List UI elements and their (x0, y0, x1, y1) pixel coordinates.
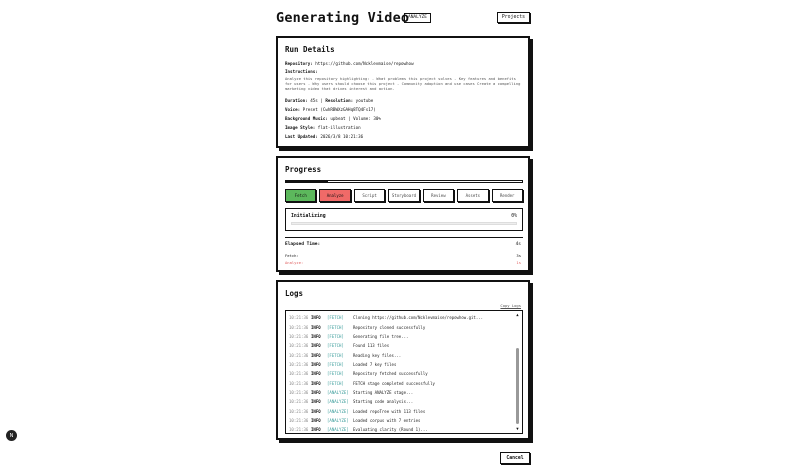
log-level: INFO (311, 362, 321, 368)
log-entry (289, 407, 425, 417)
log-level: INFO (311, 352, 321, 358)
last-updated-label: Last Updated: (285, 134, 318, 139)
step-assets: Assets (457, 189, 488, 202)
instructions-label (285, 69, 318, 74)
step-script: Script (354, 189, 385, 202)
volume-label: Volume: (353, 116, 371, 121)
log-entry (289, 388, 413, 398)
log-message: Repository cloned successfully (353, 324, 426, 330)
log-viewer[interactable] (285, 310, 523, 434)
duration-field (285, 98, 373, 103)
log-entry (289, 397, 413, 407)
last-updated-value: 2026/3/8 10:21:36 (320, 134, 364, 139)
log-entry (289, 313, 483, 323)
projects-button[interactable]: Projects (497, 12, 530, 23)
logs-card (276, 280, 530, 440)
music-field (285, 116, 381, 121)
log-message: Starting code analysis... (353, 399, 414, 405)
page-header (276, 8, 530, 30)
fetch-time-label: Fetch: (285, 253, 299, 258)
log-time: 10:21:36 (289, 371, 309, 377)
log-message: Loaded 7 key files (353, 362, 397, 368)
log-time: 10:21:36 (289, 408, 309, 414)
image-style-field (285, 125, 361, 130)
log-tag: [FETCH] (327, 324, 344, 330)
avatar[interactable]: N (6, 430, 17, 441)
log-time: 10:21:36 (289, 380, 309, 386)
log-time: 10:21:36 (289, 333, 309, 339)
log-tag: [ANALYZE] (327, 390, 349, 396)
log-entry (289, 360, 396, 370)
current-stage-track (291, 222, 517, 225)
elapsed-value: 4s (515, 242, 521, 247)
log-level: INFO (311, 390, 321, 396)
log-entry (289, 332, 408, 342)
current-stage-box (285, 208, 523, 231)
run-details-title: Run Details (285, 45, 335, 54)
log-entry (289, 378, 435, 388)
analyze-time-label: Analyze: (285, 259, 304, 265)
divider (285, 237, 523, 238)
log-time: 10:21:36 (289, 399, 309, 405)
log-message: Loaded corpus with 7 entries (353, 418, 421, 424)
log-entry (289, 425, 428, 434)
elapsed-label: Elapsed Time: (285, 242, 321, 247)
log-message: Reading key files... (353, 352, 402, 358)
log-message: Found 113 files (353, 343, 390, 349)
log-tag: [ANALYZE] (327, 408, 349, 414)
volume-value: 30% (373, 116, 381, 121)
scroll-down-arrow-icon[interactable]: ▼ (516, 426, 519, 431)
current-stage-name: Initializing (291, 214, 326, 219)
page-title: Generating Video (276, 10, 410, 26)
log-tag: [FETCH] (327, 333, 344, 339)
log-time: 10:21:36 (289, 362, 309, 368)
log-tag: [FETCH] (327, 343, 344, 349)
log-level: INFO (311, 408, 321, 414)
run-details-card (276, 36, 530, 148)
music-label: Background Music: (285, 116, 328, 121)
scroll-up-arrow-icon[interactable]: ▲ (516, 312, 519, 317)
log-level: INFO (311, 399, 321, 405)
log-level: INFO (311, 333, 321, 339)
voice-label: Voice: (285, 107, 301, 112)
instructions-text: Analyze this repository highlighting: - What problems this project solves - Key features and benefits for users - Why users should choose this project - Community adoption and use cases Create a compelling marketing video that drives interest and action. (285, 76, 521, 92)
field-separator: | (348, 116, 351, 121)
log-tag: [ANALYZE] (327, 399, 349, 405)
log-message: Starting ANALYZE stage... (353, 390, 414, 396)
log-level: INFO (311, 371, 321, 377)
resolution-label: Resolution: (325, 98, 354, 103)
resolution-value: youtube (355, 98, 374, 103)
log-time: 10:21:36 (289, 427, 309, 433)
last-updated-field (285, 134, 363, 139)
step-render: Render (492, 189, 523, 202)
scroll-thumb[interactable] (516, 348, 519, 424)
log-scrollbar[interactable] (515, 312, 520, 431)
step-storyboard: Storyboard (388, 189, 419, 202)
stage-badge: ANALYZE (404, 13, 431, 23)
log-level: INFO (311, 343, 321, 349)
log-level: INFO (311, 315, 321, 321)
step-analyze: Analyze (319, 189, 350, 202)
log-level: INFO (311, 324, 321, 330)
log-entry (289, 322, 425, 332)
log-entry (289, 369, 428, 379)
log-time: 10:21:36 (289, 324, 309, 330)
log-message: Loaded repoTree with 113 files (353, 408, 426, 414)
music-value: upbeat (330, 116, 346, 121)
log-level: INFO (311, 418, 321, 424)
log-message: Repository fetched successfully (353, 371, 428, 377)
log-level: INFO (311, 427, 321, 433)
log-time: 10:21:36 (289, 352, 309, 358)
voice-value: Preset (CwhRBWXzGAHq8TQ4Fs17) (302, 107, 376, 112)
duration-label: Duration: (285, 98, 308, 103)
image-style-value: flat-illustration (317, 125, 361, 130)
log-time: 10:21:36 (289, 315, 309, 321)
log-entry (289, 350, 401, 360)
log-tag: [ANALYZE] (327, 427, 349, 433)
repository-field (285, 61, 414, 66)
field-separator: | (320, 98, 323, 103)
log-tag: [FETCH] (327, 352, 344, 358)
step-review: Review (423, 189, 454, 202)
log-tag: [FETCH] (327, 371, 344, 377)
log-time: 10:21:36 (289, 343, 309, 349)
instructions-label-text: Instructions: (285, 69, 318, 74)
log-message: Evaluating clarity (Round 1)... (353, 427, 428, 433)
log-tag: [ANALYZE] (327, 418, 349, 424)
repository-value: https://github.com/Ncklevmaise/repowhow (315, 61, 414, 66)
repository-label: Repository: (285, 61, 313, 66)
log-message: FETCH stage completed successfully (353, 380, 435, 386)
voice-field (285, 107, 376, 112)
progress-title: Progress (285, 165, 322, 174)
current-stage-percent: 0% (511, 214, 517, 219)
log-entry (289, 341, 389, 351)
analyze-time-value: 1s (516, 259, 521, 265)
pipeline-steps (285, 189, 523, 202)
overall-progress-bar (285, 180, 523, 183)
log-tag: [FETCH] (327, 315, 344, 321)
log-message: Cloning https://github.com/Ncklevmaise/repowhow.git... (353, 315, 484, 321)
log-time: 10:21:36 (289, 418, 309, 424)
log-time: 10:21:36 (289, 390, 309, 396)
duration-value: 45s (310, 98, 318, 103)
cancel-button[interactable]: Cancel (500, 452, 530, 464)
log-tag: [FETCH] (327, 380, 344, 386)
log-level: INFO (311, 380, 321, 386)
log-message: Generating file tree... (353, 333, 409, 339)
progress-card (276, 156, 530, 272)
log-entry (289, 416, 420, 426)
fetch-time-value: 3s (516, 253, 521, 258)
step-fetch: Fetch (285, 189, 316, 202)
copy-logs-link[interactable]: Copy Logs (500, 303, 521, 308)
image-style-label: Image Style: (285, 125, 316, 130)
logs-title: Logs (285, 289, 304, 298)
log-tag: [FETCH] (327, 362, 344, 368)
overall-progress-fill (286, 181, 328, 182)
